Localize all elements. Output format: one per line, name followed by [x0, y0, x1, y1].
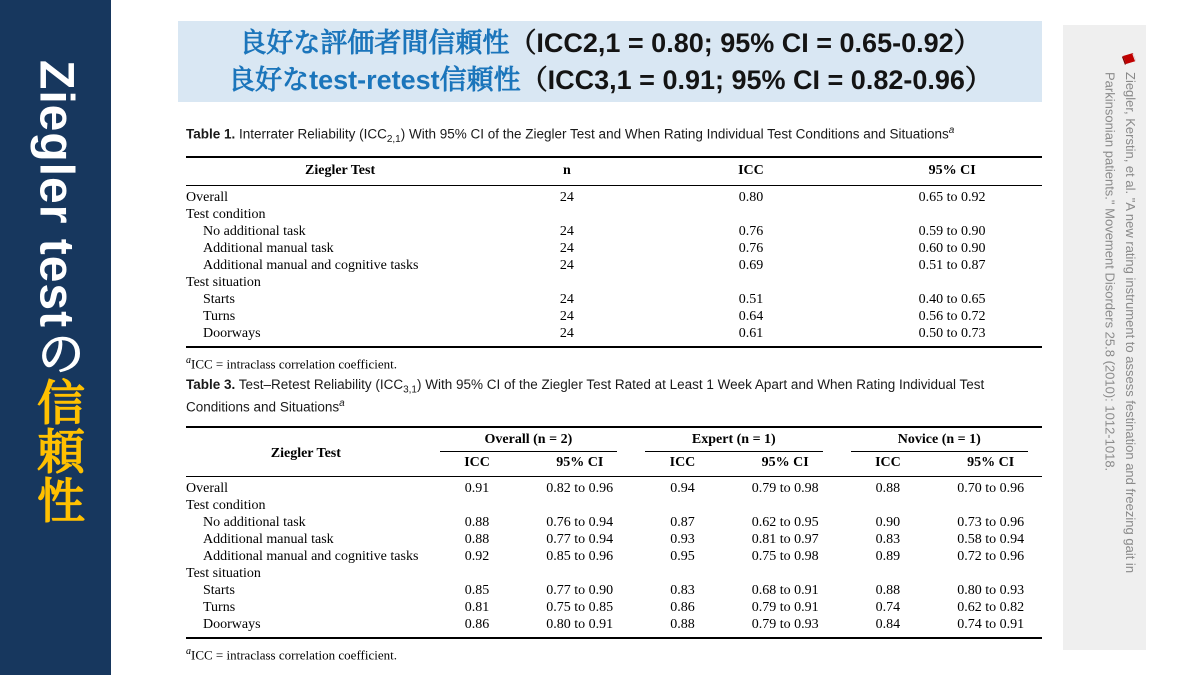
row-label: Additional manual and cognitive tasks — [203, 257, 419, 273]
table-row — [186, 531, 1042, 548]
slide-title-particle: の — [29, 328, 83, 378]
cell-value: 0.76 — [738, 223, 764, 239]
cell-value: 24 — [559, 189, 574, 205]
cell-value: 0.58 to 0.94 — [957, 531, 1025, 547]
table-row — [186, 185, 1042, 206]
column-header: 95% CI — [734, 452, 837, 477]
cell-value: 0.92 — [464, 548, 490, 564]
table-row — [186, 325, 1042, 347]
column-header: Ziegler Test — [186, 157, 494, 186]
table-section-row — [186, 565, 1042, 582]
cell-value: 0.88 — [670, 616, 695, 632]
cell-value: 0.74 — [875, 599, 901, 615]
cell-value: 0.75 to 0.85 — [546, 599, 614, 615]
cell-value — [837, 565, 940, 582]
cell-value: 0.60 to 0.90 — [918, 240, 986, 256]
cell-value: 0.79 to 0.93 — [751, 616, 819, 632]
citation-line: Parkinsonian patients." Movement Disorders 25.8 (2010): 1012-1018. — [1102, 72, 1118, 472]
cell-value — [640, 206, 863, 223]
table-row — [186, 599, 1042, 616]
group-header-novice: Novice (n = 1) — [837, 427, 1042, 452]
cell-value: 24 — [559, 257, 574, 273]
cell-value — [494, 206, 640, 223]
cell-value — [734, 565, 837, 582]
cell-value: 0.72 to 0.96 — [957, 548, 1025, 564]
interrater-reliability-table — [186, 156, 1042, 348]
column-header: n — [494, 157, 640, 186]
finding-line-interrater — [239, 25, 980, 61]
cell-value: 0.62 to 0.82 — [957, 599, 1025, 615]
key-findings-box — [178, 21, 1042, 102]
table-section-row — [186, 274, 1042, 291]
row-label: No additional task — [203, 514, 306, 530]
table-row — [186, 308, 1042, 325]
cell-value — [939, 565, 1042, 582]
cell-value: 0.81 to 0.97 — [751, 531, 819, 547]
table-row — [186, 291, 1042, 308]
row-label: Starts — [203, 291, 235, 307]
row-label: Additional manual task — [203, 531, 334, 547]
cell-value: 0.85 to 0.96 — [546, 548, 614, 564]
cell-value: 0.50 to 0.73 — [918, 325, 986, 341]
row-label: Starts — [203, 582, 235, 598]
cell-value: 0.86 — [464, 616, 490, 632]
row-label: Doorways — [203, 616, 261, 632]
cell-value: 0.88 — [464, 531, 490, 547]
cell-value — [640, 274, 863, 291]
row-label: Test condition — [186, 206, 266, 222]
table1-title: Table 1. Interrater Reliability $(ICC_{2,1})$ With 95% CI of the Ziegler Test and When Rating Individual Test Conditions and Situations$^a$ — [186, 125, 955, 146]
table3-title-label: Table 3. — [186, 377, 236, 392]
row-label: Test situation — [186, 274, 261, 290]
cell-value: 0.75 to 0.98 — [751, 548, 819, 564]
cell-value — [837, 497, 940, 514]
cell-value: 0.91 — [464, 480, 490, 496]
cell-value — [528, 497, 631, 514]
column-header: ICC — [640, 157, 863, 186]
cell-value: 0.40 to 0.65 — [918, 291, 986, 307]
column-header: ICC — [631, 452, 734, 477]
row-label: Test situation — [186, 565, 261, 581]
cell-value: 0.74 to 0.91 — [957, 616, 1025, 632]
column-header: 95% CI — [939, 452, 1042, 477]
cell-value: 0.62 to 0.95 — [751, 514, 819, 530]
cell-value: 0.65 to 0.92 — [918, 189, 986, 205]
citation-text — [1099, 72, 1140, 642]
cell-value: 0.85 — [464, 582, 490, 598]
finding-jp-text: 良好な評価者間信頼性 — [239, 27, 510, 58]
table-section-row — [186, 497, 1042, 514]
cell-value: 0.77 to 0.94 — [546, 531, 614, 547]
finding-line-test-retest — [228, 62, 992, 98]
finding-stat-text: （ICC2,1 = 0.80; 95% CI = 0.65-0.92） — [509, 27, 981, 58]
cell-value — [631, 565, 734, 582]
cell-value — [426, 565, 529, 582]
cell-value: 0.61 — [738, 325, 764, 341]
cell-value: 0.83 — [670, 582, 695, 598]
row-label: Overall — [186, 189, 228, 205]
cell-value: 0.76 — [738, 240, 764, 256]
cell-value: 0.56 to 0.72 — [918, 308, 986, 324]
column-header: 95% CI — [528, 452, 631, 477]
left-title-sidebar — [0, 0, 111, 675]
citation-line: Ziegler, Kerstin, et al. "A new rating instrument to assess festination and freezing gait in — [1123, 72, 1138, 574]
cell-value: 0.87 — [670, 514, 695, 530]
table-row — [186, 616, 1042, 638]
cell-value: 0.70 to 0.96 — [957, 480, 1025, 496]
book-icon — [1120, 52, 1137, 67]
slide-title-jp: 信頼性 — [29, 377, 83, 525]
cell-value — [862, 206, 1042, 223]
test-retest-reliability-table — [186, 426, 1042, 639]
cell-value: 0.77 to 0.90 — [546, 582, 614, 598]
table3-group-header-row — [186, 427, 1042, 452]
row-label: Test condition — [186, 497, 266, 513]
table-row — [186, 240, 1042, 257]
table-row — [186, 257, 1042, 274]
cell-value: 0.94 — [670, 480, 695, 496]
cell-value: 24 — [559, 240, 574, 256]
table3-footnote: $^a$ICC = intraclass correlation coefficient. — [186, 645, 397, 663]
table-row — [186, 223, 1042, 240]
cell-value — [494, 274, 640, 291]
row-label: Additional manual task — [203, 240, 334, 256]
table1-section — [186, 124, 1042, 372]
cell-value — [939, 497, 1042, 514]
cell-value — [426, 497, 529, 514]
cell-value: 0.79 to 0.98 — [751, 480, 819, 496]
cell-value: 0.88 — [875, 582, 901, 598]
cell-value: 0.88 — [464, 514, 490, 530]
group-header-expert: Expert (n = 1) — [631, 427, 836, 452]
cell-value: 0.80 to 0.93 — [957, 582, 1025, 598]
cell-value: 0.93 — [670, 531, 695, 547]
cell-value: 0.95 — [670, 548, 695, 564]
cell-value: 0.81 — [464, 599, 490, 615]
cell-value — [734, 497, 837, 514]
row-label: Overall — [186, 480, 228, 496]
table1-title-label: Table 1. — [186, 126, 236, 142]
cell-value: 0.64 — [738, 308, 764, 324]
table-row — [186, 548, 1042, 565]
cell-value — [862, 274, 1042, 291]
cell-value: 0.90 — [875, 514, 901, 530]
cell-value: 0.80 to 0.91 — [546, 616, 614, 632]
citation-panel — [1063, 25, 1146, 650]
cell-value: 0.80 — [738, 189, 764, 205]
cell-value: 0.88 — [875, 480, 901, 496]
column-header: ICC — [426, 452, 529, 477]
finding-jp-text: 良好なtest-retest信頼性 — [228, 65, 521, 95]
slide-vertical-title — [29, 60, 83, 675]
table3-title: Table 3. Test–Retest Reliability $(ICC_{3,1})$ With 95% CI of the Ziegler Test Rated at Least 1 Week Apart and When Rating Individual Test Conditions and Situations$^a$ — [186, 377, 985, 415]
table-row — [186, 476, 1042, 497]
cell-value: 0.59 to 0.90 — [918, 223, 986, 239]
table3-section — [186, 376, 1042, 663]
group-header-overall: Overall (n = 2) — [426, 427, 631, 452]
table-section-row — [186, 206, 1042, 223]
table-row — [186, 514, 1042, 531]
finding-stat-text: （ICC3,1 = 0.91; 95% CI = 0.82-0.96） — [520, 65, 992, 95]
cell-value — [631, 497, 734, 514]
cell-value: 24 — [559, 291, 574, 307]
slide-title-latin: Ziegler test — [29, 60, 83, 329]
cell-value: 0.73 to 0.96 — [957, 514, 1025, 530]
row-label: No additional task — [203, 223, 306, 239]
row-header: Ziegler Test — [186, 427, 426, 477]
cell-value: 0.86 — [670, 599, 695, 615]
cell-value: 0.83 — [875, 531, 901, 547]
row-label: Turns — [203, 599, 236, 615]
table-row — [186, 582, 1042, 599]
cell-value: 24 — [559, 223, 574, 239]
cell-value: 0.51 — [738, 291, 764, 307]
cell-value: 0.51 to 0.87 — [918, 257, 986, 273]
table1-footnote: $^a$ICC = intraclass correlation coefficient. — [186, 354, 397, 372]
cell-value: 0.82 to 0.96 — [546, 480, 614, 496]
cell-value: 0.68 to 0.91 — [751, 582, 819, 598]
cell-value: 24 — [559, 325, 574, 341]
cell-value: 0.69 — [738, 257, 764, 273]
cell-value: 0.89 — [875, 548, 901, 564]
table1-header-row — [186, 157, 1042, 186]
row-label: Additional manual and cognitive tasks — [203, 548, 419, 564]
row-label: Doorways — [203, 325, 261, 341]
cell-value: 0.84 — [875, 616, 901, 632]
cell-value: 0.76 to 0.94 — [546, 514, 614, 530]
column-header: ICC — [837, 452, 940, 477]
cell-value: 24 — [559, 308, 574, 324]
column-header: 95% CI — [862, 157, 1042, 186]
cell-value: 0.79 to 0.91 — [751, 599, 819, 615]
cell-value — [528, 565, 631, 582]
row-label: Turns — [203, 308, 236, 324]
